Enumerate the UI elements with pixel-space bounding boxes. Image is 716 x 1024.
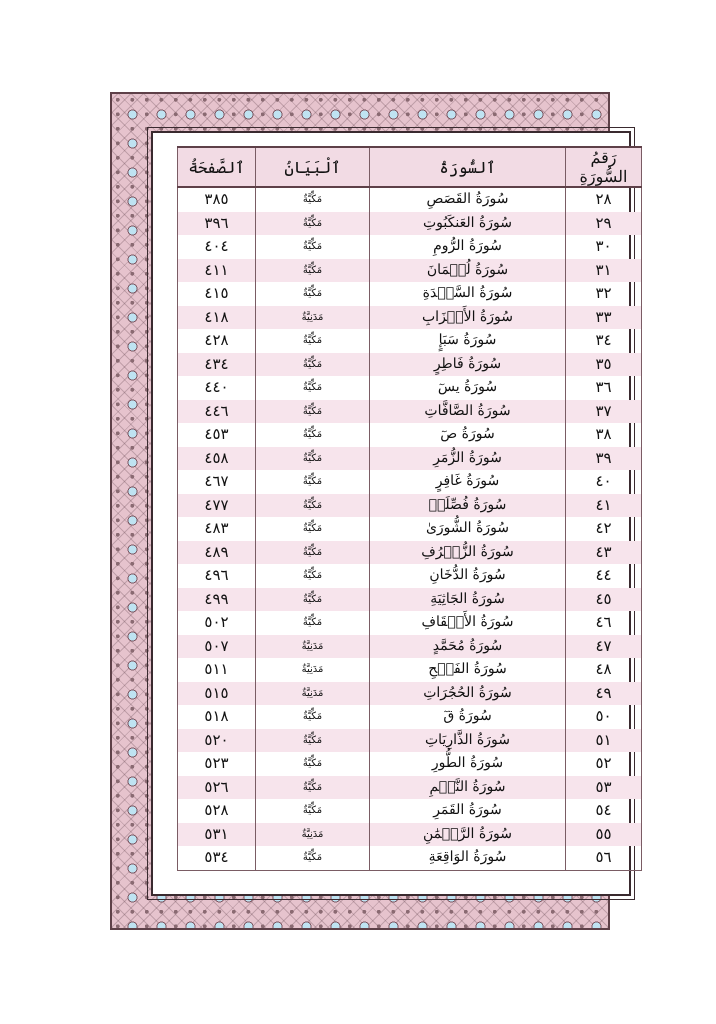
surah-name: سُورَةُ الأَحۡقَافِ: [370, 611, 566, 635]
revelation-type: مَكِّيَّةٌ: [256, 376, 370, 400]
table-row: [178, 541, 642, 565]
table-row: [178, 846, 642, 870]
surah-name: سُورَةُ الجَاثِيَةِ: [370, 588, 566, 612]
page-number: ٤٣٤: [178, 353, 256, 377]
table-row: [178, 470, 642, 494]
surah-number: ٣٨: [566, 423, 642, 447]
revelation-type: مَكِّيَّةٌ: [256, 752, 370, 776]
surah-number: ٢٨: [566, 187, 642, 212]
table-row: [178, 776, 642, 800]
table-row: [178, 282, 642, 306]
surah-number: ٥٥: [566, 823, 642, 847]
table-row: [178, 752, 642, 776]
table-row: [178, 212, 642, 236]
revelation-type: مَكِّيَّةٌ: [256, 212, 370, 236]
revelation-type: مَكِّيَّةٌ: [256, 235, 370, 259]
header-surah-name: ٱلسُّورَةُ: [370, 147, 566, 187]
revelation-type: مَكِّيَّةٌ: [256, 329, 370, 353]
surah-number: ٥٠: [566, 705, 642, 729]
page-number: ٤٩٦: [178, 564, 256, 588]
surah-name: سُورَةُ صٓ: [370, 423, 566, 447]
table-row: [178, 517, 642, 541]
surah-name: سُورَةُ فَاطِرٍ: [370, 353, 566, 377]
table-row: [178, 658, 642, 682]
revelation-type: مَكِّيَّةٌ: [256, 611, 370, 635]
header-revelation: ٱلْبَيَانُ: [256, 147, 370, 187]
revelation-type: مَكِّيَّةٌ: [256, 494, 370, 518]
surah-number: ٤٩: [566, 682, 642, 706]
table-row: [178, 611, 642, 635]
table-row: [178, 682, 642, 706]
surah-number: ٤١: [566, 494, 642, 518]
page-number: ٥١١: [178, 658, 256, 682]
page-number: ٤١١: [178, 259, 256, 283]
surah-name: سُورَةُ الزُّخۡرُفِ: [370, 541, 566, 565]
header-surah-number: رَقمُ السُّورَةِ: [566, 147, 642, 187]
revelation-type: مَكِّيَّةٌ: [256, 400, 370, 424]
surah-name: سُورَةُ سَبَإٍ: [370, 329, 566, 353]
revelation-type: مَكِّيَّةٌ: [256, 353, 370, 377]
surah-name: سُورَةُ القَمَرِ: [370, 799, 566, 823]
surah-number: ٣٦: [566, 376, 642, 400]
surah-number: ٤٨: [566, 658, 642, 682]
page-number: ٤٦٧: [178, 470, 256, 494]
table-row: [178, 564, 642, 588]
page-number: ٤٨٣: [178, 517, 256, 541]
table-row: [178, 588, 642, 612]
page-number: ٥٢٣: [178, 752, 256, 776]
page-number: ٤٩٩: [178, 588, 256, 612]
surah-number: ٣٣: [566, 306, 642, 330]
page-number: ٣٨٥: [178, 187, 256, 212]
revelation-type: مَكِّيَّةٌ: [256, 423, 370, 447]
surah-number: ٤٢: [566, 517, 642, 541]
table-row: [178, 799, 642, 823]
page-number: ٥٠٧: [178, 635, 256, 659]
surah-name: سُورَةُ السَّجۡدَةِ: [370, 282, 566, 306]
surah-number: ٣٥: [566, 353, 642, 377]
table-header-row: [178, 147, 642, 187]
surah-number: ٣٢: [566, 282, 642, 306]
page-number: ٥٣١: [178, 823, 256, 847]
table-row: [178, 187, 642, 212]
surah-name: سُورَةُ الرُّومِ: [370, 235, 566, 259]
surah-name: سُورَةُ يسٓ: [370, 376, 566, 400]
surah-number: ٤٠: [566, 470, 642, 494]
surah-name: سُورَةُ الشُّورَىٰ: [370, 517, 566, 541]
surah-number: ٤٧: [566, 635, 642, 659]
surah-number: ٥١: [566, 729, 642, 753]
surah-number: ٥٤: [566, 799, 642, 823]
page-number: ٤٥٨: [178, 447, 256, 471]
surah-number: ٥٣: [566, 776, 642, 800]
page-number: ٤٢٨: [178, 329, 256, 353]
table-row: [178, 259, 642, 283]
page-number: ٥٣٤: [178, 846, 256, 870]
surah-number: ٣٤: [566, 329, 642, 353]
revelation-type: مَكِّيَّةٌ: [256, 470, 370, 494]
surah-number: ٤٣: [566, 541, 642, 565]
page-number: ٤٧٧: [178, 494, 256, 518]
revelation-type: مَكِّيَّةٌ: [256, 564, 370, 588]
surah-name: سُورَةُ الأَحۡزَابِ: [370, 306, 566, 330]
surah-name: سُورَةُ قٓ: [370, 705, 566, 729]
surah-name: سُورَةُ فُصِّلَتۡ: [370, 494, 566, 518]
revelation-type: مَكِّيَّةٌ: [256, 447, 370, 471]
revelation-type: مَدَنِيَّةٌ: [256, 823, 370, 847]
surah-name: سُورَةُ الزُّمَرِ: [370, 447, 566, 471]
surah-name: سُورَةُ الرَّحۡمَٰنِ: [370, 823, 566, 847]
revelation-type: مَكِّيَّةٌ: [256, 799, 370, 823]
surah-number: ٣٧: [566, 400, 642, 424]
revelation-type: مَكِّيَّةٌ: [256, 776, 370, 800]
table-row: [178, 705, 642, 729]
surah-name: سُورَةُ غَافِرٍ: [370, 470, 566, 494]
table-row: [178, 823, 642, 847]
page-number: ٥٢٠: [178, 729, 256, 753]
table-row: [178, 400, 642, 424]
table-row: [178, 235, 642, 259]
table-row: [178, 635, 642, 659]
table-row: [178, 306, 642, 330]
surah-number: ٣١: [566, 259, 642, 283]
table-row: [178, 376, 642, 400]
page-number: ٥٠٢: [178, 611, 256, 635]
surah-number: ٣٠: [566, 235, 642, 259]
surah-name: سُورَةُ الطُّورِ: [370, 752, 566, 776]
revelation-type: مَدَنِيَّةٌ: [256, 635, 370, 659]
surah-number: ٥٢: [566, 752, 642, 776]
surah-name: سُورَةُ النَّجۡمِ: [370, 776, 566, 800]
table-row: [178, 447, 642, 471]
surah-name: سُورَةُ العَنكَبُوتِ: [370, 212, 566, 236]
table-row: [178, 494, 642, 518]
table-row: [178, 423, 642, 447]
surah-name: سُورَةُ الدُّخَانِ: [370, 564, 566, 588]
revelation-type: مَكِّيَّةٌ: [256, 187, 370, 212]
page-number: ٥٢٨: [178, 799, 256, 823]
surah-number: ٥٦: [566, 846, 642, 870]
revelation-type: مَكِّيَّةٌ: [256, 282, 370, 306]
table-row: [178, 729, 642, 753]
surah-number: ٤٥: [566, 588, 642, 612]
page-number: ٤١٥: [178, 282, 256, 306]
table-row: [178, 353, 642, 377]
surah-number: ٣٩: [566, 447, 642, 471]
page-number: ٤٥٣: [178, 423, 256, 447]
revelation-type: مَدَنِيَّةٌ: [256, 306, 370, 330]
surah-name: سُورَةُ لُقۡمَانَ: [370, 259, 566, 283]
revelation-type: مَكِّيَّةٌ: [256, 517, 370, 541]
surah-name: سُورَةُ الصَّافَّاتِ: [370, 400, 566, 424]
page-number: ٥١٥: [178, 682, 256, 706]
table-row: [178, 329, 642, 353]
revelation-type: مَدَنِيَّةٌ: [256, 682, 370, 706]
surah-index-table: [177, 146, 642, 871]
surah-name: سُورَةُ الوَاقِعَةِ: [370, 846, 566, 870]
surah-name: سُورَةُ الذَّارِيَاتِ: [370, 729, 566, 753]
revelation-type: مَكِّيَّةٌ: [256, 705, 370, 729]
page-number: ٣٩٦: [178, 212, 256, 236]
page-number: ٤٠٤: [178, 235, 256, 259]
surah-name: سُورَةُ الحُجُرَاتِ: [370, 682, 566, 706]
page-number: ٤٨٩: [178, 541, 256, 565]
revelation-type: مَكِّيَّةٌ: [256, 541, 370, 565]
page-number: ٤٤٦: [178, 400, 256, 424]
revelation-type: مَكِّيَّةٌ: [256, 846, 370, 870]
page-number: ٥١٨: [178, 705, 256, 729]
surah-number: ٤٦: [566, 611, 642, 635]
revelation-type: مَكِّيَّةٌ: [256, 259, 370, 283]
page-number: ٤١٨: [178, 306, 256, 330]
revelation-type: مَكِّيَّةٌ: [256, 729, 370, 753]
page-number: ٤٤٠: [178, 376, 256, 400]
surah-number: ٢٩: [566, 212, 642, 236]
revelation-type: مَكِّيَّةٌ: [256, 588, 370, 612]
surah-number: ٤٤: [566, 564, 642, 588]
page-number: ٥٢٦: [178, 776, 256, 800]
surah-name: سُورَةُ مُحَمَّدٍ: [370, 635, 566, 659]
surah-name: سُورَةُ القَصَصِ: [370, 187, 566, 212]
surah-name: سُورَةُ الفَتۡحِ: [370, 658, 566, 682]
header-page: ٱلصَّفحَةُ: [178, 147, 256, 187]
revelation-type: مَدَنِيَّةٌ: [256, 658, 370, 682]
